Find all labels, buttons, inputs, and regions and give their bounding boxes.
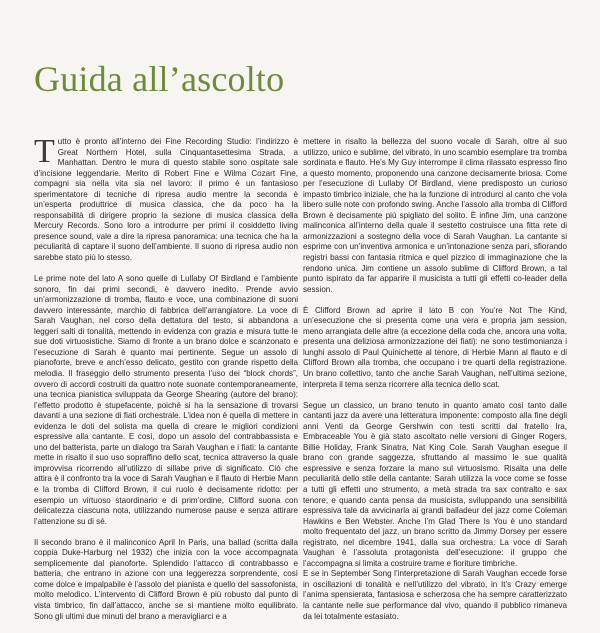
paragraph: Le prime note del lato A sono quelle di Lullaby Of Birdland e l’ambiente sonoro, fin dai primi secondi, è davvero inedito. Prende avvio un’armonizzazione di tromba, flauto e voce, una combinazione di suoni davvero interessante, marchio di fabbrica dell’arrangiatore. La voce di Sarah Vaughan, nel corso della dettatura del testo, si abbandona a leggeri salti di tonalità, mettendo in evidenza con grazia e misura tutte le sue doti virtuosistiche. Siamo di fronte a un brano dolce e scanzonato e l’esecuzione di Sarah è quanto mai pertinente. Segue un assolo di pianoforte, breve e anch’esso delicato, gestito con grande rispetto della melodia. Il fraseggio dello strumento presenta l’uso dei “block chords”, ovvero di accordi costruiti da quattro note suonate contemporaneamente, una tecnica pianistica sviluppata da George Shearing (autore del brano): l’effetto prodotto è stupefacente, poiché si ha la sensazione di trovarsi davanti a una sezione di fiati orchestrale. L’idea non è quella di mettere in evidenza le doti del solista ma quella di creare le migliori condizioni espressive alla cantante. E così, dopo un assolo del contrabbassista e uno del batterista, parte un dialogo tra Sarah Vaughan e i fiati: la cantante mette in risalto il suo uso sopraffino dello scat, tecnica attraverso la quale improvvisa ricorrendo all’utilizzo di sillabe prive di significato. Ciò che attira è il confronto tra la voce di Sarah Vaughan e il flauto di Herbie Mann e la tromba di Clifford Brown, il cui ruolo è decisamente ridotto: per esempio un virtuoso staordinario e di prim’ordine, Clifford suona con delicatezza ciascuna nota, utilizzando numerose pause e senza attirare l’attenzione su di sé. (34, 274, 298, 526)
left-column (34, 133, 298, 633)
paragraph: Segue un classico, un brano tenuto in quanto amato così tanto dalle cantanti jazz da avere una letteratura imponente: composto alla fine degli anni Venti da George Gershwin con testi scritti dal fratello Ira, Embraceable You è già stato ascoltato nelle versioni di Ginger Rogers, Billie Holiday, Frank Sinatra, Nat King Cole. Sarah Vaughan esegue il brano con grande saggezza, sfruttando al massimo le sue qualità espressive e senza forzare la mano sul virtuosismo. Risalta una delle peculiarità dello stile della cantante: Sarah utilizza la voce come se fosse a tutti gli effetti uno strumento, a metà strada tra sax contralto e sax tenore, e quando canta pensa da musicista, sviluppando una sensibilità espressiva tale da avvicinarla ai grandi balladeur del jazz come Coleman Hawkins e Ben Webster. Anche I’m Glad There Is You è uno standard molto frequentato del jazz, un brano scritto da Jimmy Dorsey per essere registrato, nel dicembre 1941, dalla sua orchestra. La voce di Sarah Vaughan è l’assoluta protagonista dell’esecuzione: il gruppo che l’accompagna si limita a costruire trame e fioriture timbriche. (303, 400, 567, 568)
paragraph: mettere in risalto la bellezza del suono vocale di Sarah, oltre al suo utilizzo, unico e sublime, del vibrato, in uno scambio esemplare tra tromba sordinata e flauto. He’s My Guy interrompe il clima rilassato espresso fino a questo momento, proponendo una canzone decisamente briosa. Come per l’esecuzione di Lullaby Of Birdland, viene predisposto un curioso impasto timbrico iniziale, che ha la funzione di introdurci al canto che vola libero sulle note con profondo swing. Anche l’assolo alla tromba di Clifford Brown è decisamente più spigliato del solito. È infine Jim, una canzone malinconica all’interno della quale il sestetto costruisce una fitta rete di armonizzazioni a sostegno della voce di Sarah Vaughan. La cantante si esprime con un’inventiva armonica e un’intonazione senza pari, sfiorando registri bassi con fantasia ritmica e quel pizzico di immaginazione che la rendono unica. Jim contiene un assolo sublime di Clifford Brown, a tal punto ispirato da far apparire il musicista a tutti gli effetti co-leader della session. (303, 137, 567, 294)
paragraph: Il secondo brano è il malinconico April In Paris, una ballad (scritta dalla coppia Duke-Harburg nel 1932) che inizia con la voce accompagnata semplicemente dal pianoforte. Splendido l’attacco di contrabbasso e batteria, che entrano in azione con una leggerezza sorprendente, così come dolce e impalpabile è l’assolo del pianista e quello del sassofonista, molto melodico. L’intervento di Clifford Brown è più robusto dal punto di vista timbrico, fin dall’attacco, anche se si mantiene molto equilibrato. Sono gli ultimi due minuti del brano a meravigliarci e a (34, 537, 298, 621)
paragraph: È Clifford Brown ad aprire il lato B con You’re Not The Kind, un’esecuzione che si presenta come una vera e propria jam session, meno arrangiata delle altre (a eccezione della coda che, ancora una volta, presenta una deliziosa armonizzazione dei fiati): ne sono testimonianza i lunghi assolo di Paul Quinichette al tenore, di Herbie Mann al flauto e di Clifford Brown alla tromba, che occupano i tre quarti della registrazione. Un brano collettivo, tanto che anche Sarah Vaughan, nell’ultima sezione, interpreta il tema senza ricorrere alla tecnica dello scat. (303, 305, 567, 389)
paragraph: E se in September Song l’interpretazione di Sarah Vaughan eccede forse in oscillazioni di tonalità e nell’utilizzo del vibrato, in It’s Crazy emerge l’anima spensierata, fantasiosa e scherzosa che ha sempre caratterizzato la cantante nelle sue performance dal vivo, quando il pubblico rimaneva da lei totalmente estasiato. (303, 569, 567, 621)
drop-cap: T (34, 133, 55, 170)
paragraph-text: utto è pronto all’interno dei Fine Recording Studio: l’indirizzo è Great Northern Hotel, sulla Cinquantasettesima Strada, a Manhattan. Dentro le mura di questo stabile sono ospitate sale d’incisione leggendarie. Merito di Robert Fine e Wilma Cozart Fine, compagni sia nella vita sia nel lavoro: il primo è un fantasioso sperimentatore di tecniche di ripresa audio mentre la seconda è un’esperta produttrice di musica classica, che da poco ha la responsabilità di dirigere proprio la sezione di musica classica della Mercury Records. Sono loro a introdurre per primi il cosiddetto living presence sound, vale a dire la ripresa panoramica: una tecnica che ha la peculiarità di captare il suono dell’ambiente. Il suono di ripresa audio non sarebbe stato più lo stesso. (34, 137, 298, 263)
paragraph (34, 133, 298, 264)
right-column (303, 137, 567, 633)
page-title: Guida all’ascolto (34, 59, 285, 99)
